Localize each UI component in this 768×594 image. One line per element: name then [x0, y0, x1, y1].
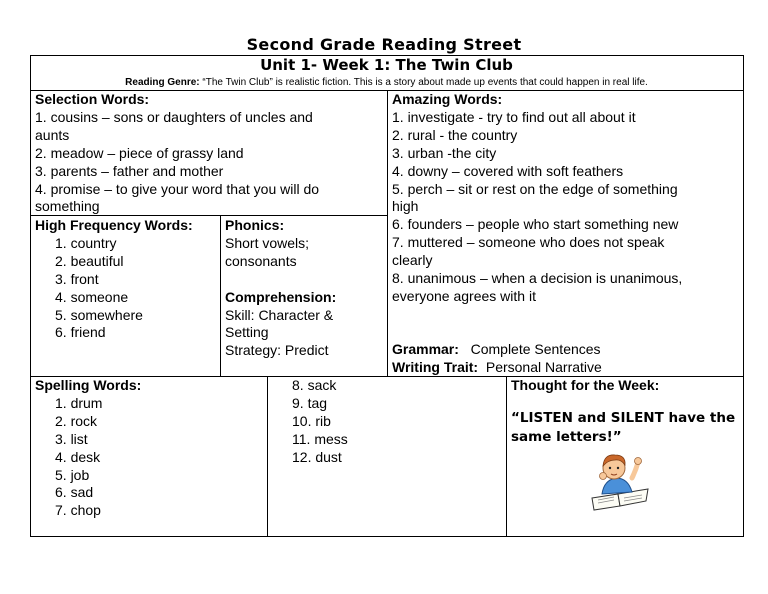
list-item: 6. sad	[55, 484, 94, 501]
divider	[220, 215, 221, 377]
high-frequency-section	[35, 217, 218, 342]
list-item: 2. beautiful	[55, 252, 124, 269]
list-item: Short vowels;	[225, 234, 310, 251]
list-item: Setting	[225, 324, 269, 341]
page-title: Second Grade Reading Street	[246, 35, 522, 54]
list-item: 12. dust	[292, 448, 342, 465]
list-item: 3. front	[55, 270, 99, 287]
selection-words-section	[35, 91, 385, 216]
list-item: clearly	[392, 252, 433, 269]
list-item: 3. urban -the city	[392, 144, 497, 161]
phonics-section	[225, 217, 385, 360]
unit-title: Unit 1- Week 1: The Twin Club	[260, 56, 513, 74]
list-item: 11. mess	[292, 430, 348, 447]
list-item: something	[35, 198, 100, 215]
writing-value: Personal Narrative	[485, 359, 602, 375]
grammar-value: Complete Sentences	[470, 341, 601, 357]
amazing-words-section	[392, 91, 742, 306]
amazing-heading: Amazing Words:	[392, 91, 503, 107]
list-item: 5. perch – sit or rest on the edge of something	[392, 180, 678, 197]
thought-section	[511, 377, 743, 447]
divider	[387, 90, 388, 377]
thought-heading: Thought for the Week:	[511, 377, 660, 393]
list-item: 7. chop	[55, 502, 101, 519]
grammar-line	[392, 341, 742, 359]
spelling-heading: Spelling Words:	[35, 377, 142, 393]
list-item: high	[392, 198, 419, 215]
list-item: 8. unanimous – when a decision is unanimous,	[392, 270, 683, 287]
list-item: 5. somewhere	[55, 306, 143, 323]
list-item: 5. job	[55, 466, 90, 483]
list-item: 4. someone	[55, 288, 129, 305]
list-item: 8. sack	[292, 377, 337, 393]
list-item: 1. cousins – sons or daughters of uncles and	[35, 108, 313, 125]
thought-quote-line: same letters!”	[511, 428, 622, 445]
list-item: 2. rural - the country	[392, 126, 518, 143]
list-item: consonants	[225, 252, 297, 269]
list-item: 2. meadow – piece of grassy land	[35, 144, 244, 161]
genre-label: Reading Genre:	[125, 77, 200, 88]
list-item: 4. promise – to give your word that you will do	[35, 180, 320, 197]
list-item: 10. rib	[292, 412, 331, 429]
phonics-heading: Phonics:	[225, 217, 285, 233]
grammar-label: Grammar:	[392, 341, 459, 357]
list-item: 6. founders – people who start something new	[392, 216, 679, 233]
comprehension-heading: Comprehension:	[225, 288, 337, 305]
list-item: Skill: Character &	[225, 306, 334, 323]
list-item: 3. list	[55, 430, 88, 447]
list-item: 7. muttered – someone who does not speak	[392, 234, 665, 251]
divider	[267, 376, 268, 537]
genre-text: “The Twin Club” is realistic fiction. This is a story about made up events that could happen in real life.	[202, 77, 648, 88]
list-item: everyone agrees with it	[392, 287, 536, 304]
reading-genre	[30, 77, 743, 88]
list-item: 1. country	[55, 234, 117, 251]
child-reading-illustration	[588, 448, 652, 512]
list-item: 1. drum	[55, 394, 103, 411]
spelling-words-section	[35, 377, 265, 520]
list-item: Strategy: Predict	[225, 342, 329, 359]
spelling-words-continued	[272, 377, 502, 467]
list-item: 4. downy – covered with soft feathers	[392, 162, 624, 179]
list-item: 6. friend	[55, 324, 106, 341]
list-item: 2. rock	[55, 412, 98, 429]
list-item: 1. investigate - try to find out all about it	[392, 108, 636, 125]
list-item: 9. tag	[292, 394, 328, 411]
selection-heading: Selection Words:	[35, 91, 150, 107]
writing-label: Writing Trait:	[392, 359, 479, 375]
list-item: 3. parents – father and mother	[35, 162, 224, 179]
writing-trait-line	[392, 359, 742, 377]
thought-quote-line: “LISTEN and SILENT have the	[511, 409, 736, 426]
list-item: aunts	[35, 126, 70, 143]
high-frequency-heading: High Frequency Words:	[35, 217, 193, 233]
list-item: 4. desk	[55, 448, 101, 465]
divider	[506, 376, 507, 537]
